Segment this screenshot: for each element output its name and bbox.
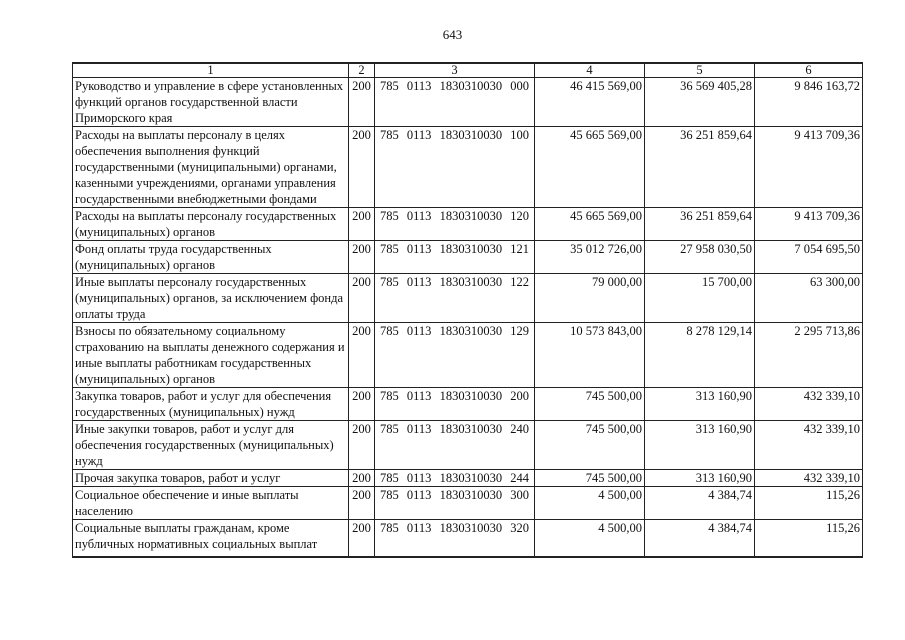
row-classification-code	[375, 127, 535, 208]
row-name: Иные закупки товаров, работ и услуг для обеспечения государственных (муниципальных) нужд	[73, 421, 349, 470]
row-code-admin: 200	[349, 421, 375, 470]
code-section: 0113	[406, 422, 432, 436]
row-plan-amount: 45 665 569,00	[535, 208, 645, 241]
code-expense-type: 300	[510, 488, 529, 502]
row-name: Фонд оплаты труда государственных (муниципальных) органов	[73, 241, 349, 274]
row-name: Социальное обеспечение и иные выплаты населению	[73, 487, 349, 520]
code-section: 0113	[406, 521, 432, 535]
row-remaining-amount: 115,26	[755, 520, 863, 558]
row-plan-amount: 4 500,00	[535, 520, 645, 558]
table-row	[73, 208, 863, 241]
page-number: 643	[442, 27, 463, 42]
row-remaining-amount: 9 846 163,72	[755, 78, 863, 127]
code-ministry: 785	[380, 275, 399, 289]
column-header: 6	[755, 63, 863, 78]
row-name: Руководство и управление в сфере установленных функций органов государственной власти Приморского края	[73, 78, 349, 127]
code-target: 1830310030	[439, 324, 503, 338]
row-executed-amount: 4 384,74	[645, 487, 755, 520]
table-row	[73, 487, 863, 520]
code-expense-type: 129	[510, 324, 529, 338]
row-remaining-amount: 432 339,10	[755, 470, 863, 487]
row-plan-amount: 35 012 726,00	[535, 241, 645, 274]
row-classification-code	[375, 241, 535, 274]
row-remaining-amount: 9 413 709,36	[755, 208, 863, 241]
column-header: 4	[535, 63, 645, 78]
row-name: Закупка товаров, работ и услуг для обеспечения государственных (муниципальных) нужд	[73, 388, 349, 421]
code-ministry: 785	[380, 324, 399, 338]
row-executed-amount: 36 569 405,28	[645, 78, 755, 127]
code-ministry: 785	[380, 471, 399, 485]
column-header: 3	[375, 63, 535, 78]
row-remaining-amount: 2 295 713,86	[755, 323, 863, 388]
row-classification-code	[375, 323, 535, 388]
row-classification-code	[375, 78, 535, 127]
row-executed-amount: 4 384,74	[645, 520, 755, 558]
code-section: 0113	[406, 488, 432, 502]
code-expense-type: 200	[510, 389, 529, 403]
table-row	[73, 274, 863, 323]
code-expense-type: 122	[510, 275, 529, 289]
row-name: Расходы на выплаты персоналу в целях обеспечения выполнения функций государственными (муниципальными) органами, казенными учреждениями, органами управления государственными внебюджетными фондами	[73, 127, 349, 208]
code-section: 0113	[406, 128, 432, 142]
row-executed-amount: 27 958 030,50	[645, 241, 755, 274]
row-executed-amount: 313 160,90	[645, 470, 755, 487]
row-remaining-amount: 7 054 695,50	[755, 241, 863, 274]
row-classification-code	[375, 520, 535, 558]
code-target: 1830310030	[439, 275, 503, 289]
row-plan-amount: 10 573 843,00	[535, 323, 645, 388]
row-code-admin: 200	[349, 78, 375, 127]
code-ministry: 785	[380, 389, 399, 403]
table-row	[73, 388, 863, 421]
row-code-admin: 200	[349, 487, 375, 520]
row-plan-amount: 45 665 569,00	[535, 127, 645, 208]
code-section: 0113	[406, 209, 432, 223]
code-section: 0113	[406, 242, 432, 256]
row-classification-code	[375, 470, 535, 487]
code-expense-type: 240	[510, 422, 529, 436]
code-target: 1830310030	[439, 79, 503, 93]
code-expense-type: 244	[510, 471, 529, 485]
table-row	[73, 78, 863, 127]
table-row	[73, 241, 863, 274]
code-expense-type: 320	[510, 521, 529, 535]
row-executed-amount: 15 700,00	[645, 274, 755, 323]
budget-table	[72, 62, 863, 558]
row-classification-code	[375, 421, 535, 470]
code-ministry: 785	[380, 242, 399, 256]
row-name: Прочая закупка товаров, работ и услуг	[73, 470, 349, 487]
row-code-admin: 200	[349, 470, 375, 487]
row-executed-amount: 313 160,90	[645, 421, 755, 470]
code-expense-type: 121	[510, 242, 529, 256]
table-header-row	[73, 63, 863, 78]
row-plan-amount: 4 500,00	[535, 487, 645, 520]
table-row	[73, 520, 863, 558]
table-row	[73, 421, 863, 470]
code-section: 0113	[406, 324, 432, 338]
code-section: 0113	[406, 389, 432, 403]
row-name: Взносы по обязательному социальному страхованию на выплаты денежного содержания и иные выплаты работникам государственных (муниципальных) органов	[73, 323, 349, 388]
code-ministry: 785	[380, 488, 399, 502]
row-code-admin: 200	[349, 520, 375, 558]
row-classification-code	[375, 388, 535, 421]
row-remaining-amount: 63 300,00	[755, 274, 863, 323]
row-plan-amount: 79 000,00	[535, 274, 645, 323]
row-executed-amount: 36 251 859,64	[645, 127, 755, 208]
row-name: Социальные выплаты гражданам, кроме публичных нормативных социальных выплат	[73, 520, 349, 558]
code-ministry: 785	[380, 79, 399, 93]
code-section: 0113	[406, 275, 432, 289]
row-plan-amount: 745 500,00	[535, 470, 645, 487]
row-code-admin: 200	[349, 208, 375, 241]
code-target: 1830310030	[439, 209, 503, 223]
row-code-admin: 200	[349, 323, 375, 388]
table-row	[73, 470, 863, 487]
row-plan-amount: 46 415 569,00	[535, 78, 645, 127]
row-classification-code	[375, 487, 535, 520]
code-target: 1830310030	[439, 521, 503, 535]
table-row	[73, 323, 863, 388]
row-executed-amount: 36 251 859,64	[645, 208, 755, 241]
code-target: 1830310030	[439, 488, 503, 502]
code-target: 1830310030	[439, 242, 503, 256]
row-plan-amount: 745 500,00	[535, 388, 645, 421]
row-remaining-amount: 115,26	[755, 487, 863, 520]
code-ministry: 785	[380, 521, 399, 535]
code-target: 1830310030	[439, 389, 503, 403]
row-plan-amount: 745 500,00	[535, 421, 645, 470]
row-remaining-amount: 432 339,10	[755, 421, 863, 470]
row-code-admin: 200	[349, 388, 375, 421]
row-code-admin: 200	[349, 127, 375, 208]
code-target: 1830310030	[439, 471, 503, 485]
code-target: 1830310030	[439, 422, 503, 436]
column-header: 5	[645, 63, 755, 78]
row-executed-amount: 8 278 129,14	[645, 323, 755, 388]
row-code-admin: 200	[349, 241, 375, 274]
code-section: 0113	[406, 471, 432, 485]
code-expense-type: 120	[510, 209, 529, 223]
row-name: Расходы на выплаты персоналу государственных (муниципальных) органов	[73, 208, 349, 241]
code-section: 0113	[406, 79, 432, 93]
column-header: 2	[349, 63, 375, 78]
code-expense-type: 100	[510, 128, 529, 142]
code-expense-type: 000	[510, 79, 529, 93]
row-name: Иные выплаты персоналу государственных (муниципальных) органов, за исключением фонда оплаты труда	[73, 274, 349, 323]
code-ministry: 785	[380, 128, 399, 142]
row-classification-code	[375, 208, 535, 241]
row-remaining-amount: 9 413 709,36	[755, 127, 863, 208]
table-row	[73, 127, 863, 208]
code-ministry: 785	[380, 422, 399, 436]
column-header: 1	[73, 63, 349, 78]
row-classification-code	[375, 274, 535, 323]
code-target: 1830310030	[439, 128, 503, 142]
code-ministry: 785	[380, 209, 399, 223]
row-remaining-amount: 432 339,10	[755, 388, 863, 421]
row-executed-amount: 313 160,90	[645, 388, 755, 421]
row-code-admin: 200	[349, 274, 375, 323]
